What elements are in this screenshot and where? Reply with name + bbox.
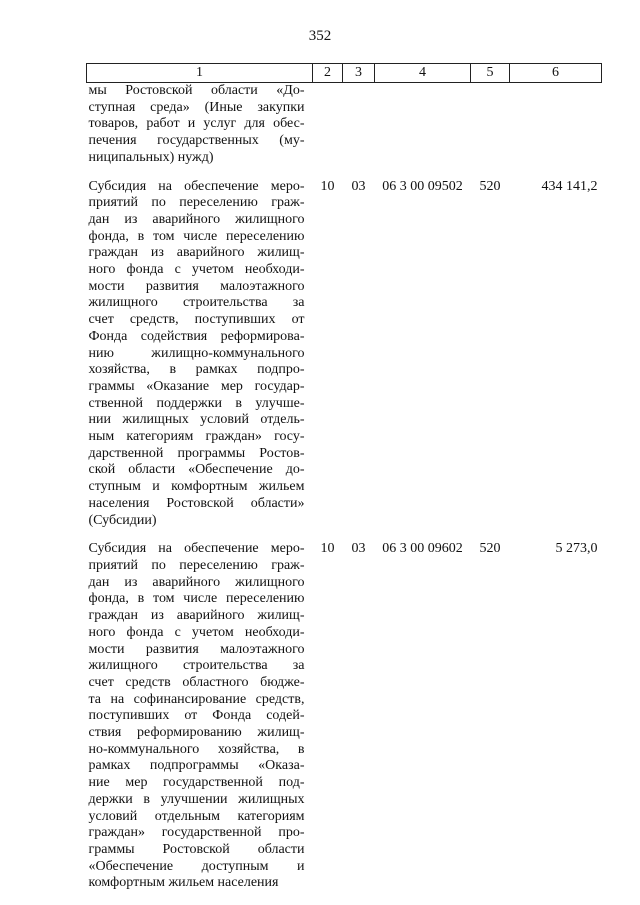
- description-line: но-коммунального хозяйства, в: [88, 741, 305, 757]
- description-line: (Субсидии): [88, 512, 157, 528]
- description-line: граммы Ростовской области: [88, 841, 305, 857]
- description-line: товаров, работ и услуг для обес-: [88, 116, 305, 132]
- section-code: 10: [320, 541, 335, 557]
- description-line: мости развития малоэтажного: [88, 278, 305, 294]
- description-line: населения Ростовской области»: [88, 495, 305, 511]
- description-line: мы Ростовской области «До-: [88, 83, 305, 98]
- description-line: дан из аварийного жилищного: [88, 211, 305, 227]
- description-line: мости развития малоэтажного: [88, 641, 305, 657]
- description-line: жилищного строительства за: [88, 295, 305, 311]
- description-line: печения государственных (му-: [88, 133, 305, 149]
- subsection-code: [343, 83, 375, 167]
- description-line: нии жилищных условий отдель-: [88, 412, 305, 428]
- description-line: ступная среда» (Иные закупки: [88, 99, 305, 115]
- expense-type-code: [471, 83, 510, 167]
- page-number: 352: [308, 28, 332, 44]
- row-description: [87, 179, 313, 530]
- description-line: граммы «Оказание мер государ-: [88, 378, 305, 394]
- budget-table: [86, 63, 602, 892]
- row-description: [87, 83, 313, 167]
- table-body: [87, 83, 602, 893]
- description-line: фонда, в том числе переселению: [88, 591, 305, 607]
- section-code: [313, 83, 343, 167]
- description-line: ного фонда с учетом необходи-: [88, 262, 305, 278]
- description-line: дан из аварийного жилищного: [88, 574, 305, 590]
- column-header-6: 6: [510, 64, 602, 83]
- description-line: нию жилищно-коммунального: [88, 345, 305, 361]
- amount: 5 273,0: [555, 541, 598, 557]
- description-line: Субсидия на обеспечение меро-: [88, 178, 305, 194]
- description-line: «Обеспечение доступным и: [88, 858, 305, 874]
- description-line: Субсидия на обеспечение меро-: [88, 541, 305, 557]
- subsection-code: 03: [351, 541, 366, 557]
- description-line: поступивших от Фонда содей-: [88, 708, 305, 724]
- row-spacer: [87, 167, 602, 179]
- description-line: ние мер государственной под-: [88, 775, 305, 791]
- column-header-3: 3: [343, 64, 375, 83]
- description-line: Фонда содействия реформирова-: [88, 328, 305, 344]
- target-article-code: 06 3 00 09502: [382, 178, 463, 194]
- description-line: граждан из аварийного жилищ-: [88, 245, 305, 261]
- amount: 434 141,2: [541, 178, 598, 194]
- table-row: [87, 541, 602, 892]
- table-row: [87, 179, 602, 530]
- row-spacer: [87, 529, 602, 541]
- description-line: условий отдельным категориям: [88, 808, 305, 824]
- expense-type-code: 520: [479, 178, 501, 194]
- description-line: приятий по переселению граж-: [88, 195, 305, 211]
- description-line: счет средств областного бюдже-: [88, 674, 305, 690]
- description-line: комфортным жильем населения: [88, 875, 279, 891]
- section-code: 10: [320, 178, 335, 194]
- target-article-code: [375, 83, 471, 167]
- description-line: фонда, в том числе переселению: [88, 228, 305, 244]
- column-header-2: 2: [313, 64, 343, 83]
- description-line: ниципальных) нужд): [88, 149, 214, 165]
- column-header-1: 1: [87, 64, 313, 83]
- column-header-5: 5: [471, 64, 510, 83]
- description-line: граждан» государственной про-: [88, 825, 305, 841]
- amount: [510, 83, 602, 167]
- description-line: та на софинансирование средств,: [88, 691, 305, 707]
- description-line: ного фонда с учетом необходи-: [88, 624, 305, 640]
- description-line: жилищного строительства за: [88, 658, 305, 674]
- table-row: [87, 83, 602, 167]
- description-line: дарственной программы Ростов-: [88, 445, 305, 461]
- column-header-4: 4: [375, 64, 471, 83]
- subsection-code: 03: [351, 178, 366, 194]
- description-line: хозяйства, в рамках подпро-: [88, 362, 305, 378]
- description-line: ствия реформированию жилищ-: [88, 725, 305, 741]
- target-article-code: 06 3 00 09602: [382, 541, 463, 557]
- description-line: держки в улучшении жилищных: [88, 791, 305, 807]
- row-description: [87, 541, 313, 892]
- description-line: ственной поддержки в улучше-: [88, 395, 305, 411]
- description-line: ступным и комфортным жильем: [88, 479, 305, 495]
- table-header-row: [87, 64, 602, 83]
- description-line: граждан из аварийного жилищ-: [88, 608, 305, 624]
- expense-type-code: 520: [479, 541, 501, 557]
- description-line: ным категориям граждан» госу-: [88, 429, 305, 445]
- description-line: ской области «Обеспечение до-: [88, 462, 305, 478]
- description-line: счет средств, поступивших от: [88, 312, 305, 328]
- description-line: рамках подпрограммы «Оказа-: [88, 758, 305, 774]
- description-line: приятий по переселению граж-: [88, 557, 305, 573]
